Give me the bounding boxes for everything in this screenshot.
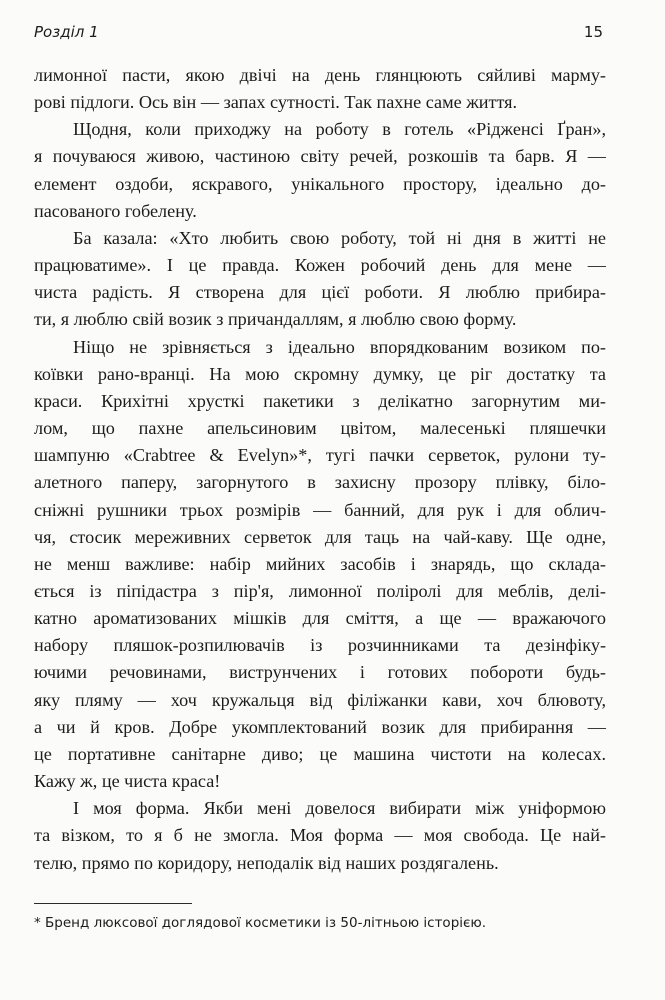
text-line: а чи й кров. Добре укомплектований возик для прибирання — bbox=[34, 716, 606, 737]
text-line: Ба казала: «Хто любить свою роботу, той ні дня в житті не bbox=[73, 227, 606, 248]
text-line: краси. Крихітні хрусткі пакетики з делікатно загорнутим ми- bbox=[34, 390, 606, 411]
text-line: Кажу ж, це чиста краса! bbox=[34, 771, 221, 792]
text-line: рові підлоги. Ось він — запах сутності. Так пахне саме життя. bbox=[34, 92, 518, 113]
footnote: * Бренд люксової доглядової косметики із 50-літньою історією. bbox=[34, 915, 487, 931]
text-line: коївки рано-вранці. На мою скромну думку, це ріг достатку та bbox=[34, 363, 606, 384]
text-line: не менш важливе: набір мийних засобів і знарядь, що склада- bbox=[34, 553, 606, 574]
paragraph bbox=[34, 62, 606, 116]
text-line: пасованого гобелену. bbox=[34, 200, 197, 221]
text-line: елемент оздоби, яскравого, унікального простору, ідеально до- bbox=[34, 173, 606, 194]
text-line: І моя форма. Якби мені довелося вибирати між уніформою bbox=[73, 798, 606, 819]
text-line: набору пляшок-розпилювачів із розчинниками та дезінфіку- bbox=[34, 635, 606, 656]
text-line: лимонної пасти, якою двічі на день глянцюють сяйливі марму- bbox=[34, 65, 606, 85]
page-number: 15 bbox=[583, 23, 603, 41]
text-line: лом, що пахне апельсиновим цвітом, малесенькі пляшечки bbox=[34, 418, 606, 439]
text-line: ти, я люблю свій возик з причандаллям, я люблю свою форму. bbox=[34, 309, 517, 330]
text-line: ючими речовинами, виструнчених і готових побороти будь- bbox=[34, 662, 606, 683]
text-line: алетного паперу, загорнутого в захисну прозору плівку, біло- bbox=[34, 472, 606, 493]
text-line: працюватиме». І це правда. Кожен робочий день для мене — bbox=[34, 255, 606, 276]
text-line: шампуню «Crabtree & Evelyn»*, тугі пачки серветок, рулони ту- bbox=[34, 445, 606, 466]
text-line: Щодня, коли приходжу на роботу в готель «Рідженсі Ґран», bbox=[73, 119, 606, 140]
text-line: ється із піпідастра з пір'я, лимонної поліролі для меблів, делі- bbox=[34, 580, 606, 601]
text-line: сніжні рушники трьох розмірів — банний, для рук і для облич- bbox=[34, 499, 606, 520]
paragraph bbox=[34, 225, 606, 334]
text-line: телю, прямо по коридору, неподалік від наших роздягалень. bbox=[34, 852, 499, 873]
text-line: яку пляму — хоч кружальця від філіжанки кави, хоч блювоту, bbox=[34, 689, 606, 710]
text-line: це портативне санітарне диво; це машина чистоти на колесах. bbox=[34, 743, 606, 764]
running-header bbox=[34, 23, 603, 47]
text-line: чиста радість. Я створена для цієї роботи. Я люблю прибира- bbox=[34, 282, 606, 303]
text-line: Ніщо не зрівняється з ідеально впорядкованим возиком по- bbox=[73, 336, 606, 357]
text-line: чя, стосик мереживних серветок для таць на чай-каву. Ще одне, bbox=[34, 526, 606, 547]
paragraph bbox=[34, 334, 606, 796]
paragraph bbox=[34, 116, 606, 225]
text-line: та візком, то я б не змогла. Моя форма — моя свобода. Це най- bbox=[34, 825, 606, 846]
text-line: я почуваюся живою, частиною світу речей, розкошів та барв. Я — bbox=[34, 146, 606, 167]
paragraph bbox=[34, 795, 606, 876]
footnote-rule bbox=[34, 903, 192, 904]
chapter-title: Розділ 1 bbox=[34, 23, 99, 41]
body-text bbox=[34, 62, 606, 877]
text-line: катно ароматизованих мішків для сміття, а ще — вражаючого bbox=[34, 608, 606, 629]
